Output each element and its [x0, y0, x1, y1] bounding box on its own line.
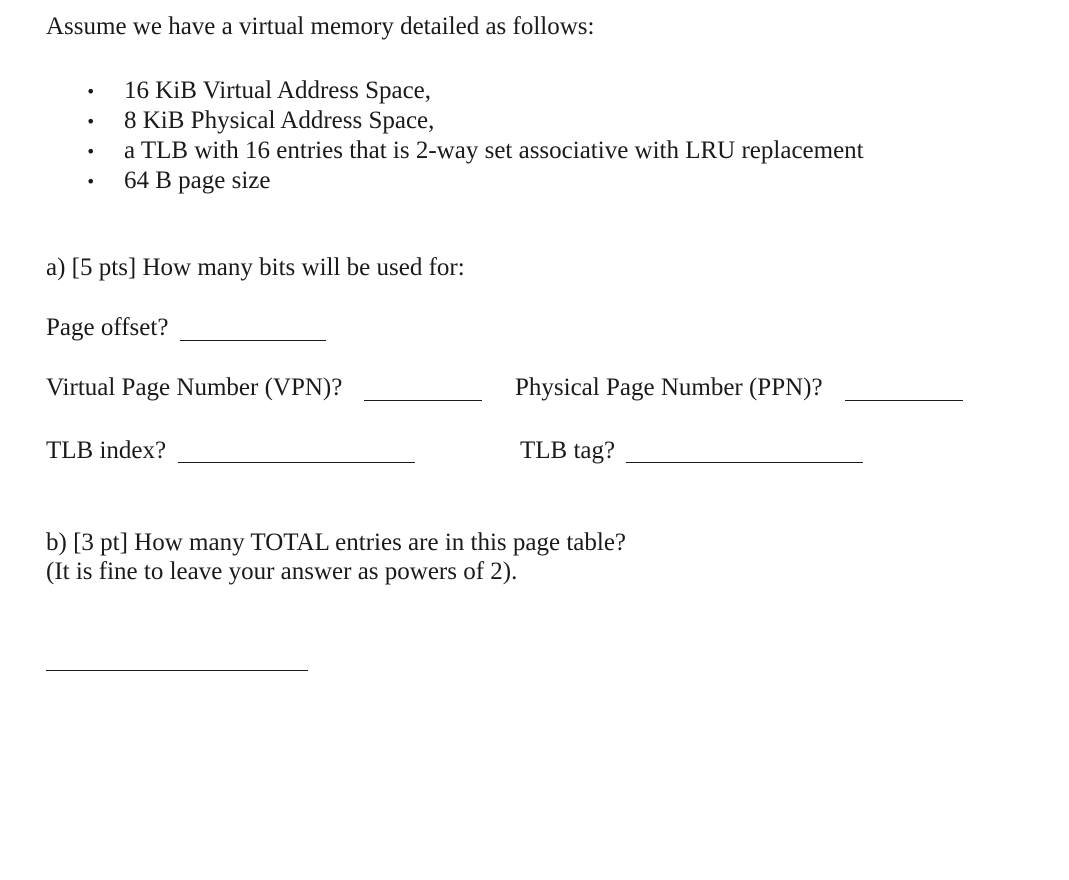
ppn-label: Physical Page Number (PPN)? [515, 374, 823, 401]
ppn-answer-blank[interactable] [845, 400, 963, 401]
part-b-question: b) [3 pt] How many TOTAL entries are in this page table? [46, 529, 627, 556]
vpn-answer-blank[interactable] [364, 400, 482, 401]
tlb-index-label: TLB index? [46, 437, 167, 464]
page-table-entries-answer-blank[interactable] [46, 670, 308, 671]
page-offset-label: Page offset? [46, 314, 169, 341]
spec-item-text: 8 KiB Physical Address Space, [124, 107, 435, 134]
bullet-icon: • [86, 172, 96, 191]
spec-item-text: a TLB with 16 entries that is 2-way set associative with LRU replacement [124, 137, 864, 164]
spec-item-text: 64 B page size [124, 167, 271, 194]
tlb-tag-answer-blank[interactable] [626, 462, 863, 463]
vpn-label: Virtual Page Number (VPN)? [46, 374, 343, 401]
bullet-icon: • [86, 112, 96, 131]
part-b-note: (It is fine to leave your answer as powers of 2). [46, 558, 518, 585]
intro-text: Assume we have a virtual memory detailed as follows: [46, 13, 595, 40]
part-a-question: a) [5 pts] How many bits will be used for: [46, 254, 465, 281]
tlb-index-answer-blank[interactable] [178, 462, 415, 463]
tlb-tag-label: TLB tag? [520, 437, 616, 464]
bullet-icon: • [86, 82, 96, 101]
bullet-icon: • [86, 142, 96, 161]
spec-item-text: 16 KiB Virtual Address Space, [124, 77, 432, 104]
page-offset-answer-blank[interactable] [180, 340, 326, 341]
